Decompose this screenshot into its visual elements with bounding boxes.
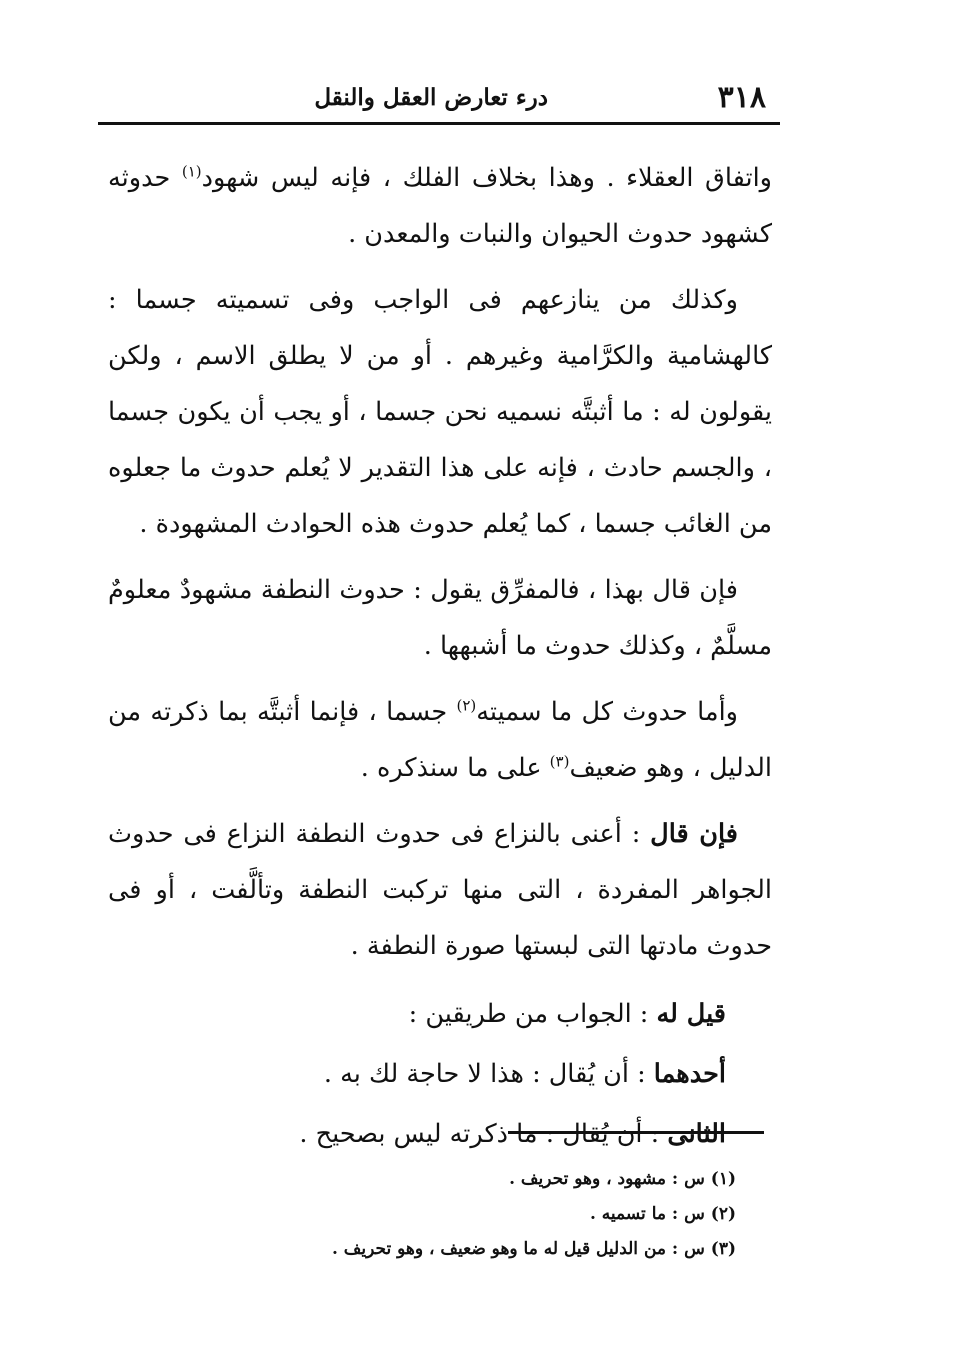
paragraph-2-text: وكذلك من ينازعهم فى الواجب وفى تسميته جسما : كالهشامية والكرَّامية وغيرهم . أو من لا يطلق الاسم ، ولكن يقولون له : ما أثبتَّه نسميه نحن جسما ، أو يجب أن يكون جسما ، والجسم حادث ، فإنه على هذا التقدير لا يُعلم حدوث ما جعلوه من الغائب جسما ، كما يُعلم حدوث هذه الحوادث المشهودة .	[108, 285, 772, 539]
footnote-1: (١) س : مشهود ، وهو تحريف .	[509, 1169, 736, 1189]
footnote-3: (٣) س : من الدليل قيل له ما وهو ضعيف ، وهو تحريف .	[331, 1239, 736, 1259]
paragraph-5	[108, 806, 772, 974]
body-text	[108, 150, 772, 1164]
footnote-2: (٢) س : ما تسميه .	[589, 1204, 736, 1224]
answer-1-text: : الجواب من طريقين :	[408, 999, 657, 1029]
paragraph-4-text-1: وأما حدوث كل ما سميته	[476, 697, 738, 727]
answer-line-2	[108, 1044, 726, 1104]
paragraph-3	[108, 562, 772, 674]
footnote-ref-2: (٢)	[456, 696, 477, 715]
paragraph-4-text-3: على ما سنذكره .	[360, 753, 550, 783]
page-number: ٣١٨	[717, 80, 766, 115]
paragraph-4	[108, 684, 772, 796]
answer-2-text: : أن يُقال : هذا لا حاجة لك به .	[323, 1059, 654, 1089]
footnotes	[300, 1162, 736, 1267]
paragraph-5-text: : أعنى بالنزاع فى حدوث النطفة النزاع فى حدوث الجواهر المفردة ، التى منها تركبت النطفة وتألَّفت ، أو فى حدوث مادتها التى لبستها صورة النطفة .	[108, 819, 772, 961]
paragraph-1	[108, 150, 772, 262]
answer-3-lead: الثانى	[667, 1119, 726, 1149]
paragraph-1-text-after: حدوثه كشهود حدوث الحيوان والنبات والمعدن .	[108, 163, 772, 249]
page-header	[98, 70, 780, 125]
answer-1-lead: قيل له	[656, 999, 726, 1029]
answer-line-3	[108, 1104, 726, 1164]
answers-block	[108, 984, 772, 1164]
running-title: درء تعارض العقل والنقل	[314, 84, 548, 111]
paragraph-2	[108, 272, 772, 552]
answer-2-lead: أحدهما	[653, 1059, 726, 1089]
paragraph-5-lead: فإن قال	[650, 819, 738, 849]
paragraph-4-text-2: جسما ، فإنما أثبتَّه بما ذكرته من الدليل ، وهو ضعيف	[108, 697, 772, 783]
footnote-divider	[508, 1131, 764, 1134]
answer-3-text: : أن يُقال : ما ذكرته ليس بصحيح .	[299, 1119, 668, 1149]
footnote-ref-1: (١)	[181, 162, 202, 181]
paragraph-3-text: فإن قال بهذا ، فالمفرِّق يقول : حدوث النطفة مشهودٌ معلومٌ مسلَّمٌ ، وكذلك حدوث ما أشبهها .	[108, 575, 772, 661]
footnote-ref-3: (٣)	[549, 752, 570, 771]
answer-line-1	[108, 984, 726, 1044]
paragraph-1-text-before: واتفاق العقلاء . وهذا بخلاف الفلك ، فإنه ليس شهود	[201, 163, 772, 193]
